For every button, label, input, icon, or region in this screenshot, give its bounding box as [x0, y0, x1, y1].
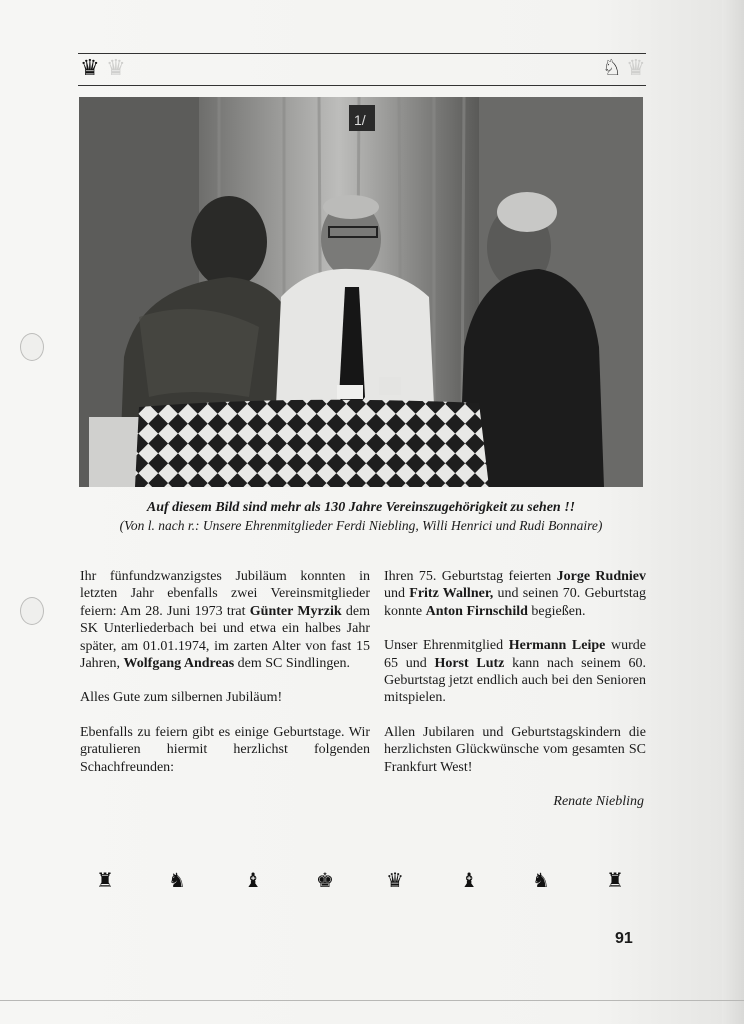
text-run: Ihren 75. Geburtstag feierten — [384, 569, 557, 584]
name-guenter-myrzik: Günter Myrzik — [249, 603, 342, 619]
text-run: und seinen 70. Geburtstag konnte — [384, 586, 646, 619]
text-run: und — [384, 586, 410, 602]
text-run: Unser Ehrenmitglied — [384, 638, 509, 654]
right-column — [384, 568, 646, 793]
name-fritz-wallner: Fritz Wallner, — [409, 586, 494, 602]
left-column — [80, 568, 370, 793]
queen-ghost-icon: ♛ — [106, 56, 126, 81]
page-number: 91 — [615, 930, 633, 947]
queen-ghost-icon: ♛ — [626, 56, 646, 81]
knight-icon: ♞ — [532, 868, 550, 892]
name-hermann-leipe: Hermann Leipe — [508, 638, 606, 654]
text-run: dem SK Unterliederbach bei und etwa ein halbes Jahr später, am 01.01.1974, im zarten Alter von fast 15 Jahren, — [80, 603, 370, 672]
page-edge-shadow — [722, 0, 744, 1024]
paragraph-birthdays-intro: Ebenfalls zu feiern gibt es einige Geburtstage. Wir gratulieren hiermit herzlichst folgenden Schachfreunden: — [80, 724, 370, 775]
header-rule-top — [78, 53, 646, 54]
king-icon: ♚ — [316, 868, 334, 892]
name-anton-firnschild: Anton Firnschild — [425, 603, 528, 619]
photo-sign: 1/ — [354, 112, 366, 128]
punch-hole — [20, 333, 44, 361]
queen-icon: ♛ — [386, 868, 404, 892]
name-wolfgang-andreas: Wolfgang Andreas — [123, 656, 235, 672]
text-run: Ihr fünfundzwanzigstes Jubiläum konnten in letzten Jahr ebenfalls zwei Vereinsmitglieder feiern: Am 28. Juni 1973 trat — [80, 569, 370, 619]
knight-icon: ♘ — [602, 56, 622, 81]
photo-caption-title: Auf diesem Bild sind mehr als 130 Jahre Vereinszugehörigkeit zu sehen !! — [146, 500, 576, 515]
bishop-icon: ♝ — [460, 868, 478, 892]
name-horst-lutz: Horst Lutz — [434, 655, 505, 671]
text-run: begießen. — [527, 603, 586, 619]
paragraph-congrats: Alles Gute zum silbernen Jubiläum! — [80, 690, 283, 706]
paragraph-jubilee — [80, 568, 370, 672]
paragraph-birthdays — [384, 568, 646, 620]
rook-icon: ♜ — [96, 868, 114, 892]
group-photo — [79, 97, 643, 487]
scan-edge-line — [0, 1000, 744, 1001]
text-run: wurde 65 und — [384, 638, 646, 671]
paragraph-honorary-member — [384, 637, 646, 707]
knight-icon: ♞ — [168, 868, 186, 892]
bishop-icon: ♝ — [244, 868, 262, 892]
rook-icon: ♜ — [606, 868, 624, 892]
name-jorge-rudniev: Jorge Rudniev — [556, 569, 646, 584]
header-rule-bottom — [78, 85, 646, 86]
author-signature: Renate Niebling — [553, 794, 644, 809]
text-run: kann nach seinem 60. Geburtstag jetzt endlich auch bei den Senioren mitspielen. — [384, 655, 647, 706]
queen-icon: ♛ — [80, 56, 100, 81]
paragraph-closing-wishes: Allen Jubilaren und Geburtstagskindern die herzlichsten Glückwünsche vom gesamten SC Frankfurt West! — [384, 724, 646, 775]
punch-hole — [20, 597, 44, 625]
photo-caption-subtitle: (Von l. nach r.: Unsere Ehrenmitglieder Ferdi Niebling, Willi Henrici und Rudi Bonnaire) — [119, 518, 603, 533]
text-run: dem SC Sindlingen. — [234, 656, 351, 672]
